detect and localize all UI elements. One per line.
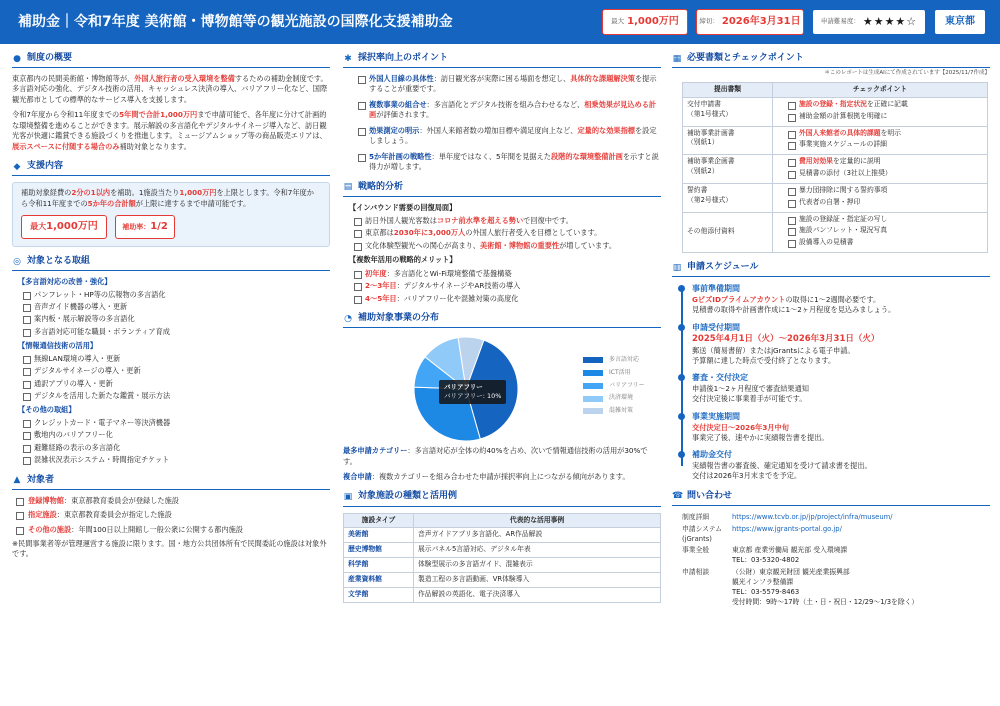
strategy-item: 初年度：多言語化とWi-Fi環境整備で基盤構築 (343, 269, 661, 279)
dist-heading: ◔ 補助対象事業の分布 (343, 310, 661, 328)
pie-icon: ◔ (344, 313, 352, 324)
target-item: クレジットカード・電子マネー等決済機器 (12, 418, 330, 428)
overview-heading: ● 制度の概要 (12, 50, 330, 68)
max-tag: 最大 1,000万円 (21, 215, 107, 239)
targets-heading: ◎ 対象となる取組 (12, 253, 330, 271)
contact-label: 事業全般 (682, 546, 710, 555)
support-box (12, 182, 330, 247)
contact-label: 制度詳細 (682, 512, 710, 521)
target-item: デジタルを活用した新たな鑑賞・展示方法 (12, 391, 330, 401)
legend-swatch (583, 370, 603, 376)
eligible-item: 登録博物館：東京都教育委員会が登録した施設 (12, 496, 330, 506)
handshake-icon: ◆ (13, 161, 21, 172)
target-item: 避難経路の表示の多言語化 (12, 443, 330, 453)
chart-tooltip: バリアフリー バリアフリー: 10% (439, 380, 506, 404)
header-bar (0, 0, 1000, 44)
table-row: その他添付資料 施設の登録証・指定証の写し 施設パンフレット・現況写真 設備導入の見積書 (683, 212, 988, 253)
page-title: 補助金｜令和7年度 美術館・博物館等の観光施設の国際化支援補助金 (18, 13, 453, 30)
eligible-heading: ▲ 対象者 (12, 472, 330, 490)
table-row: 科学館 体験型展示の多言語ガイド、混雑表示 (344, 558, 661, 573)
group-multilingual: 【多言語対応の改善・強化】 (18, 277, 112, 287)
overview-text-2: 令和7年度から令和11年度までの5年間で合計1,000万円まで申請可能で、各年度に分けて計画的な環境整備を進めることができます。展示解説の多言語化やデジタルサイネージ導入など、訪日観光客が快適に鑑賞できる施設づくりを推進します。ミュージアムショップ等の商品販売エリアは、展示スペースに付随する場合のみ補助対象となります。 (12, 110, 327, 151)
target-item: 敷地内のバリアフリー化 (12, 430, 330, 440)
legend-label: バリアフリー (609, 381, 645, 389)
detail-link[interactable]: https://www.tcvb.or.jp/jp/project/infra/museum/ (732, 512, 893, 521)
schedule-step: 事業実施期間 交付決定日〜2026年3月中旬 事業完了後、速やかに実績報告書を提出。 (692, 411, 990, 443)
dist-text-1: 最多申請カテゴリー：多言語対応が全体の約40%を占め、次いで情報通信技術の活用が30%です。 (343, 446, 648, 466)
info-icon: ● (13, 53, 21, 64)
target-item: パンフレット・HP等の広報物の多言語化 (12, 290, 330, 300)
table-row: 交付申請書 （第1号様式） 施設の登録・指定状況を正確に記載 補助金額の計算根拠を明確に (683, 97, 988, 126)
legend-label: 混雑対策 (609, 406, 634, 414)
target-item: 無線LAN環境の導入・更新 (12, 354, 330, 364)
column-right (672, 44, 990, 608)
legend-swatch (583, 396, 603, 402)
schedule-step: 事前準備期間 GビズIDプライムアカウントの取得に1〜2週間必要です。 見積書の取得や計画書作成に1〜2ヶ月程度を見込みましょう。 (692, 283, 990, 315)
ai-note: ＊このレポートは生成AIにて作成されています【2025/11/7作成】 (824, 70, 990, 77)
docs-heading: ▦ 必要書類とチェックポイント (672, 50, 990, 68)
legend-item (583, 356, 645, 365)
table-header: チェックポイント (773, 83, 988, 98)
max-amount-box: 最大 1,000万円 (602, 9, 688, 35)
table-row: 産業資料館 製造工程の多言語動画、VR体験導入 (344, 572, 661, 587)
legend-item (583, 382, 645, 391)
target-icon: ◎ (13, 256, 21, 267)
point-item: 複数事業の組合せ：多言語化とデジタル技術を組み合わせるなど、相乗効果が見込める計画が評価されます。 (347, 100, 661, 121)
rate-tag: 補助率： 1/2 (115, 215, 175, 239)
strategy-item: 訪日外国人観光客数はコロナ前水準を超える勢いで回復中です。 (343, 216, 661, 226)
legend-swatch (583, 357, 603, 363)
target-item: 混雑状況表示システム・時間指定チケット (12, 455, 330, 465)
jgrants-link[interactable]: https://www.jgrants-portal.go.jp/ (732, 524, 842, 533)
table-row: 歴史博物館 展示パネル5言語対応、デジタル年表 (344, 543, 661, 558)
lightbulb-icon: ✱ (344, 53, 352, 64)
table-row: 文学館 作品解説の英語化、電子決済導入 (344, 587, 661, 602)
strategy-item: 4〜5年目：バリアフリー化や混雑対策の高度化 (343, 294, 661, 304)
difficulty-box: 申請難易度： ★★★★☆ (812, 9, 926, 35)
dist-chart-area (343, 334, 661, 446)
legend-label: ICT活用 (609, 368, 631, 376)
schedule-step: 申請受付期間 2025年4月1日（火）〜2026年3月31日（火） 郵送（簡易書留）またはjGrantsによる電子申請。 予算額に達した時点で受付終了となります。 (692, 322, 990, 367)
eligible-note: ※民間事業者等が管理運営する施設に限ります。国・地方公共団体所有で民間委託の施設は対象外です。 (12, 539, 327, 559)
target-item: 通訳アプリの導入・更新 (12, 379, 330, 389)
strategy-item: 東京都は2030年に3,000万人の外国人旅行者受入を目標としています。 (343, 228, 661, 238)
table-row: 補助事業企画書 （別紙2） 費用対効果を定量的に説明 見積書の添付（3社以上推奨） (683, 155, 988, 184)
points-heading: ✱ 採択率向上のポイント (343, 50, 661, 68)
table-header: 提出書類 (683, 83, 773, 98)
region-box: 東京都 (934, 9, 986, 35)
legend-swatch (583, 408, 603, 414)
target-item: 案内板・展示解説等の多言語化 (12, 314, 330, 324)
legend-item (583, 394, 645, 403)
legend-item (583, 369, 645, 378)
legend-swatch (583, 383, 603, 389)
strategy-item: 2〜3年目：デジタルサイネージやAR技術の導入 (343, 281, 661, 291)
table-row: 補助事業計画書 （別紙1） 外国人来館者の具体的課題を明示 事業実施スケジュールの詳細 (683, 126, 988, 155)
contact-table: 制度詳細 https://www.tcvb.or.jp/jp/project/infra/museum/ 申請システム (jGrants) https://www.jgrants-portal.go.jp/ 事業全般 東京都 産業労働局 観光部 受入環境課 TEL：03-5320-4802 申請相談 （公財）東京観光財団 観光産業振興部 観光インフラ整備課 TEL：03-5579-8463 受付時間：9時〜17時（土・日・祝日・12/29〜1/3を除く） (680, 512, 986, 609)
target-item: デジタルサイネージの導入・更新 (12, 366, 330, 376)
point-item: 5か年計画の戦略性：単年度ではなく、5年間を見据えた段階的な環境整備計画を示すと説得力が増します。 (347, 152, 661, 173)
people-icon: ▲ (13, 475, 21, 486)
schedule-timeline (672, 283, 990, 482)
table-header: 施設タイプ (344, 513, 414, 528)
support-heading: ◆ 支援内容 (12, 158, 330, 176)
phone-icon: ☎ (672, 491, 684, 502)
table-row: 美術館 音声ガイドアプリ多言語化、AR作品解説 (344, 528, 661, 543)
contact-heading: ☎ 問い合わせ (672, 488, 990, 506)
group-ict: 【情報通信技術の活用】 (18, 341, 98, 351)
legend-label: 決済環境 (609, 394, 634, 402)
chart-icon: ▤ (343, 182, 353, 193)
point-item: 効果測定の明示：外国人来館者数の増加目標や満足度向上など、定量的な効果指標を設定しましょう。 (347, 126, 661, 147)
strategy-subhead-2: 【複数年活用の戦略的メリット】 (349, 255, 457, 265)
schedule-step: 補助金交付 実績報告書の審査後、確定通知を受けて請求書を提出。 交付は2026年3月末までを予定。 (692, 449, 990, 481)
point-item: 外国人目線の具体性：訪日観光客が実際に困る場面を想定し、具体的な課題解決策を提示することが重要です。 (347, 74, 661, 95)
strategy-item: 文化体験型観光への関心が高まり、美術館・博物館の重要性が増しています。 (343, 241, 661, 251)
group-other: 【その他の取組】 (18, 405, 76, 415)
target-item: 多言語対応可能な職員・ボランティア育成 (12, 327, 330, 337)
chart-legend (583, 356, 645, 419)
eligible-item: 指定施設：東京都教育委員会が指定した施設 (12, 510, 330, 520)
schedule-heading: ▥ 申請スケジュール (672, 259, 990, 277)
calendar-icon: ▥ (672, 262, 682, 273)
document-icon: ▦ (672, 53, 682, 64)
dist-text-2: 複合申請：複数カテゴリーを組み合わせた申請が採択率向上につながる傾向があります。 (343, 472, 630, 482)
building-icon: ▣ (343, 491, 353, 502)
support-text: 補助対象経費の2分の1以内を補助。1施設当たり1,000万円を上限とします。令和7年度から令和11年度までの5か年の合計額が上限に達するまで申請可能です。 (21, 188, 314, 208)
contact-label: 申請システム (682, 524, 723, 533)
strategy-subhead-1: 【インバウンド需要の回復局面】 (349, 202, 457, 212)
legend-item (583, 407, 645, 416)
strategy-heading: ▤ 戦略的分析 (343, 179, 661, 197)
docs-table (682, 82, 988, 253)
deadline-box: 締切： 2026年3月31日 (696, 9, 804, 35)
schedule-step: 審査・交付決定 申請後1〜2ヶ月程度で審査結果通知 交付決定後に事業着手が可能です。 (692, 372, 990, 404)
facility-heading: ▣ 対象施設の種類と活用例 (343, 488, 661, 506)
target-item: 音声ガイド機器の導入・更新 (12, 302, 330, 312)
table-row: 誓約書 （第2号様式） 暴力団排除に関する誓約事項 代表者の自署・押印 (683, 183, 988, 212)
column-middle (343, 44, 661, 603)
table-header: 代表的な活用事例 (414, 513, 661, 528)
facility-table (343, 513, 661, 603)
legend-label: 多言語対応 (609, 356, 640, 364)
eligible-item: その他の施設：年間100日以上開館し一般公衆に公開する都内施設 (12, 525, 330, 535)
overview-text-1: 東京都内の民間美術館・博物館等が、外国人旅行者の受入環境を整備するための補助金制度です。多言語対応の強化、デジタル技術の活用、キャッシュレス決済の導入、バリアフリー化など、国際観光都市としての標準的なサービス導入を支援します。 (12, 74, 328, 104)
column-left (12, 44, 330, 560)
contact-label: 申請相談 (682, 568, 710, 577)
